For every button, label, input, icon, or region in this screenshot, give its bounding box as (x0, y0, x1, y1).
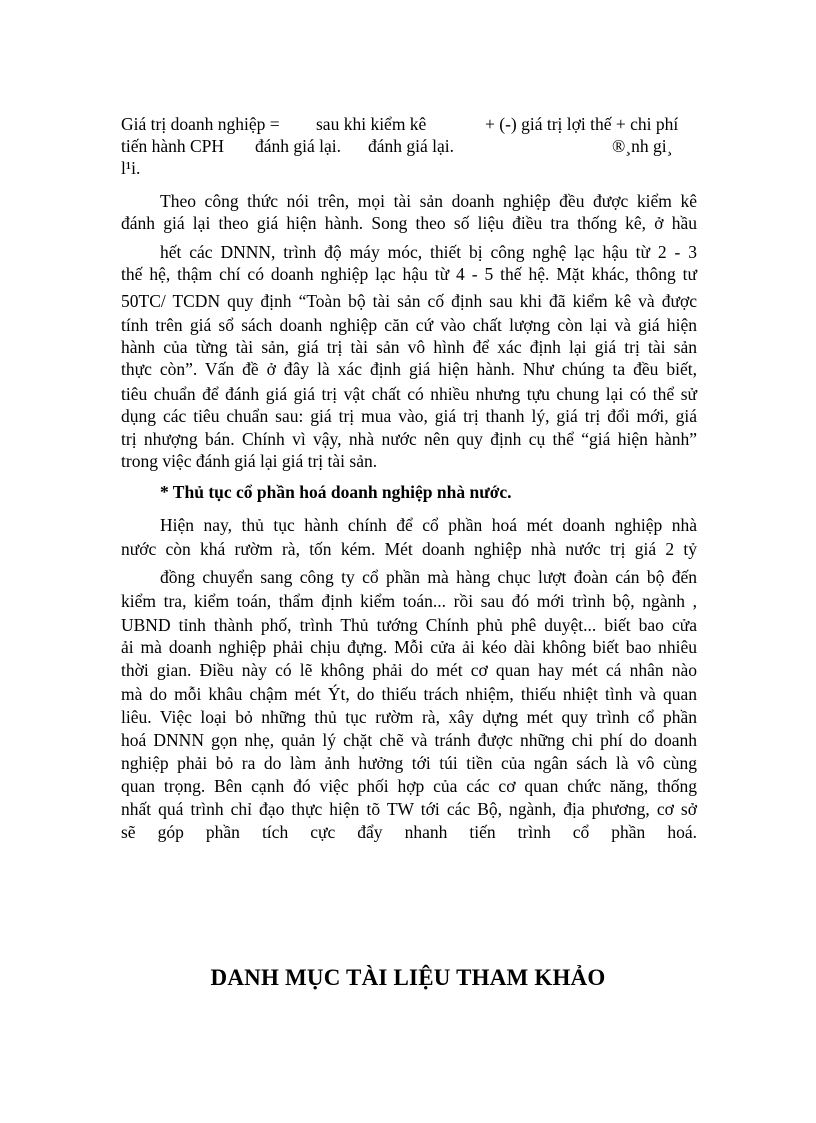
paragraph-line: mà do mỗi khâu chậm mét Ýt, do thiếu trách nhiệm, thiếu nhiệt tình và quan (121, 684, 697, 704)
paragraph-line: đồng chuyển sang công ty cổ phần mà hàng chục lượt đoàn cán bộ đến (160, 567, 697, 587)
paragraph-line: nước còn khá rườm rà, tốn kém. Mét doanh nghiệp nhà nước trị giá 2 tỷ (121, 539, 697, 559)
paragraph-line: hết các DNNN, trình độ máy móc, thiết bị công nghệ lạc hậu từ 2 - 3 (160, 242, 697, 262)
formula-row1-term: sau khi kiểm kê (316, 114, 427, 134)
paragraph-line: dụng các tiêu chuẩn sau: giá trị mua vào, giá trị thanh lý, giá trị đổi mới, giá (121, 406, 697, 426)
paragraph-line: nghiệp phải bỏ ra do làm ảnh hưởng tới túi tiền của ngân sách là vô cùng (121, 753, 697, 773)
formula-row2-label: tiến hành CPH (121, 136, 225, 156)
paragraph-line: liêu. Việc loại bỏ những thủ tục rườm rà, xây dựng mét quy trình cổ phần (121, 707, 697, 727)
paragraph-line: thời gian. Điều này có lẽ không phải do mét cơ quan hay mét cá nhân nào (121, 660, 697, 680)
paragraph-line: Theo công thức nói trên, mọi tài sản doanh nghiệp đều được kiểm kê (160, 191, 697, 211)
paragraph-line: quan trọng. Bên cạnh đó việc phối hợp của các cơ quan chức năng, thống (121, 776, 697, 796)
paragraph-line: trị nhượng bán. Chính vì vậy, nhà nước nên quy định cụ thể “giá hiện hành” (121, 429, 697, 449)
paragraph-line: đánh giá lại theo giá hiện hành. Song theo số liệu điều tra thống kê, ở hầu (121, 213, 697, 233)
paragraph-line: kiểm tra, kiểm toán, thẩm định kiểm toán... rồi sau đó mới trình bộ, ngành , (121, 591, 697, 611)
paragraph-line: tính trên giá sổ sách doanh nghiệp căn cứ vào chất lượng còn lại và giá hiện (121, 315, 697, 335)
references-heading: DANH MỤC TÀI LIỆU THAM KHẢO (210, 965, 606, 990)
formula-row1-label: Giá trị doanh nghiệp = (121, 114, 280, 134)
formula-row2-term2: đánh giá lại. (368, 136, 455, 156)
formula-row2-garbled: ®¸nh gi¸ (612, 136, 673, 156)
paragraph-line: 50TC/ TCDN quy định “Toàn bộ tài sản cố định sau khi đã kiểm kê và được (121, 291, 697, 311)
formula-row1-rest: + (-) giá trị lợi thế + chi phí (485, 114, 679, 134)
paragraph-line: ải mà doanh nghiệp phải chịu đựng. Mỗi cửa ải kéo dài không biết bao nhiêu (121, 637, 697, 657)
paragraph-line: sẽ góp phần tích cực đẩy nhanh tiến trình cổ phần hoá. (121, 822, 697, 842)
paragraph-line: nhất quá trình chỉ đạo thực hiện tõ TW tới các Bộ, ngành, địa phương, cơ sở (121, 799, 697, 819)
paragraph-line: UBND tỉnh thành phố, trình Thủ tướng Chính phủ phê duyệt... biết bao cửa (121, 615, 697, 635)
paragraph-line: thực còn”. Vấn đề ở đây là xác định giá hiện hành. Như chúng ta đều biết, (121, 359, 697, 379)
paragraph-line: Hiện nay, thủ tục hành chính để cổ phần hoá mét doanh nghiệp nhà (160, 515, 697, 535)
formula-row3-garbled: l¹i. (121, 158, 141, 178)
paragraph-line: tiêu chuẩn để đánh giá giá trị vật chất có nhiều nhưng tựu chung lại có thể sử (121, 384, 697, 404)
section-heading: * Thủ tục cổ phần hoá doanh nghiệp nhà nước. (160, 482, 512, 502)
paragraph-line: thế hệ, thậm chí có doanh nghiệp lạc hậu từ 4 - 5 thế hệ. Mặt khác, thông tư (121, 264, 697, 284)
formula-row2-term1: đánh giá lại. (255, 136, 342, 156)
paragraph-line: hoá DNNN gọn nhẹ, quản lý chặt chẽ và tránh được những chi phí do doanh (121, 730, 697, 750)
paragraph-line: hành của từng tài sản, giá trị tài sản vô hình để xác định lại giá trị tài sản (121, 337, 697, 357)
paragraph-line: trong việc đánh giá lại giá trị tài sản. (121, 451, 378, 471)
